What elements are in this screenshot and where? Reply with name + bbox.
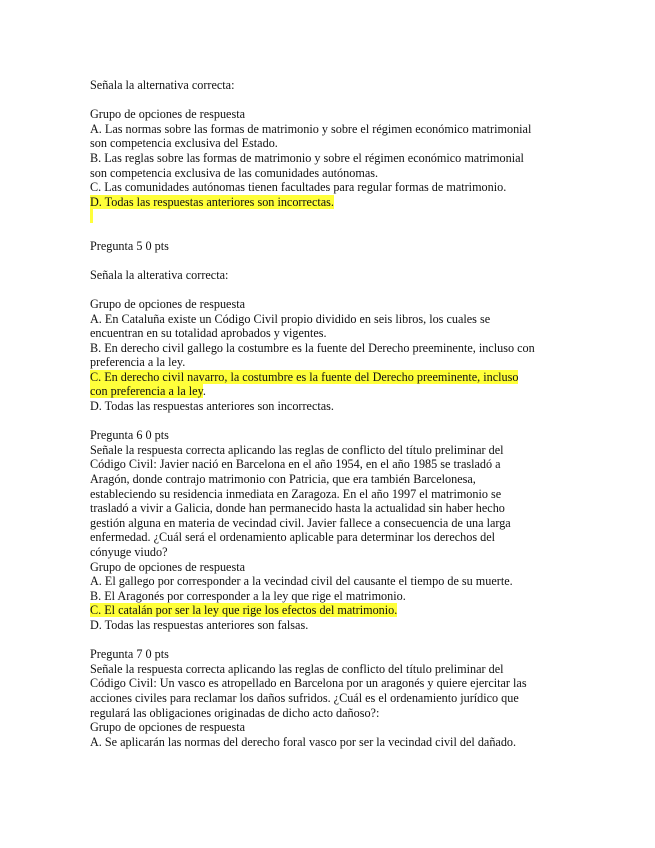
option-a-line-2: son competencia exclusiva del Estado. xyxy=(90,136,278,151)
q6-prompt-line: estableciendo su residencia inmediata en Zaragoza. En el año 1997 el matrimonio se xyxy=(90,486,502,501)
options-group-label: Grupo de opciones de respuesta xyxy=(90,559,246,574)
q5-option-b-line-2: preferencia a la ley. xyxy=(90,355,186,370)
option-b-line-2: son competencia exclusiva de las comunidades autónomas. xyxy=(90,165,379,180)
text-cursor-icon xyxy=(90,209,93,223)
text-cursor-line xyxy=(90,209,570,224)
q6-prompt-line: trasladó a vivir a Galicia, donde han permanecido hasta la actualidad sin haber hecho xyxy=(90,501,505,516)
q7-prompt-line: Código Civil: Un vasco es atropellado en Barcelona por un aragonés y quiere ejercitar las xyxy=(90,676,527,691)
q5-option-c-line-2 xyxy=(90,384,570,399)
options-group-label: Grupo de opciones de respuesta xyxy=(90,107,246,122)
question-5-title: Pregunta 5 0 pts xyxy=(90,238,169,253)
highlighted-answer: C. En derecho civil navarro, la costumbre es la fuente del Derecho preeminente, incluso xyxy=(90,369,519,384)
q7-prompt-line: acciones civiles para reclamar los daños sufridos. ¿Cuál es el ordenamiento jurídico que xyxy=(90,690,519,705)
highlighted-answer: D. Todas las respuestas anteriores son incorrectas. xyxy=(90,194,334,209)
q5-option-c-line-1 xyxy=(90,370,570,385)
document-page xyxy=(90,78,570,749)
question-prompt: Señala la alternativa correcta: xyxy=(90,78,235,92)
q6-option-c xyxy=(90,603,570,618)
q7-option-a: A. Se aplicarán las normas del derecho foral vasco por ser la vecindad civil del dañado. xyxy=(90,734,517,749)
option-c-line-1: C. Las comunidades autónomas tienen facultades para regular formas de matrimonio. xyxy=(90,180,507,195)
q6-prompt-line: Código Civil: Javier nació en Barcelona en el año 1954, en el año 1985 se trasladó a xyxy=(90,457,501,472)
period: . xyxy=(202,384,206,399)
highlighted-answer: con preferencia a la ley xyxy=(90,384,203,399)
q6-option-a: A. El gallego por corresponder a la vecindad civil del causante el tiempo de su muerte. xyxy=(90,574,513,589)
q6-option-d: D. Todas las respuestas anteriores son falsas. xyxy=(90,617,309,632)
q5-option-b-line-1: B. En derecho civil gallego la costumbre es la fuente del Derecho preeminente, incluso con xyxy=(90,340,535,355)
q5-option-d-line-1: D. Todas las respuestas anteriores son incorrectas. xyxy=(90,399,334,414)
q6-prompt-line: gestión alguna en materia de vecindad civil. Javier fallece a consecuencia de una larga xyxy=(90,515,511,530)
options-group-label: Grupo de opciones de respuesta xyxy=(90,296,246,311)
highlighted-answer: C. El catalán por ser la ley que rige los efectos del matrimonio. xyxy=(90,603,398,618)
q5-option-a-line-2: encuentran en su totalidad aprobados y vigentes. xyxy=(90,326,327,341)
question-7-title: Pregunta 7 0 pts xyxy=(90,647,169,662)
option-b-line-1: B. Las reglas sobre las formas de matrimonio y sobre el régimen económico matrimonial xyxy=(90,150,524,165)
q6-prompt-line: Señale la respuesta correcta aplicando las reglas de conflicto del título preliminar del xyxy=(90,442,504,457)
options-group-label: Grupo de opciones de respuesta xyxy=(90,720,246,735)
q6-option-b: B. El Aragonés por corresponder a la ley que rige el matrimonio. xyxy=(90,588,406,603)
question-6-title: Pregunta 6 0 pts xyxy=(90,428,169,443)
q6-prompt-line: cónyuge viudo? xyxy=(90,545,168,559)
q7-prompt-line: regulará las obligaciones originadas de dicho acto dañoso?: xyxy=(90,705,380,720)
q7-prompt-line: Señale la respuesta correcta aplicando las reglas de conflicto del título preliminar del xyxy=(90,661,504,676)
q6-prompt-line: Aragón, donde contrajo matrimonio con Patricia, que era también Barcelonesa, xyxy=(90,472,476,487)
option-d-selected xyxy=(90,195,570,210)
q6-prompt-line: enfermedad. ¿Cuál será el ordenamiento aplicable para determinar los derechos del xyxy=(90,530,496,545)
q5-option-a-line-1: A. En Cataluña existe un Código Civil propio dividido en seis libros, los cuales se xyxy=(90,311,491,326)
question-5-prompt: Señala la alterativa correcta: xyxy=(90,267,229,282)
option-a-line-1: A. Las normas sobre las formas de matrimonio y sobre el régimen económico matrimonial xyxy=(90,121,532,136)
